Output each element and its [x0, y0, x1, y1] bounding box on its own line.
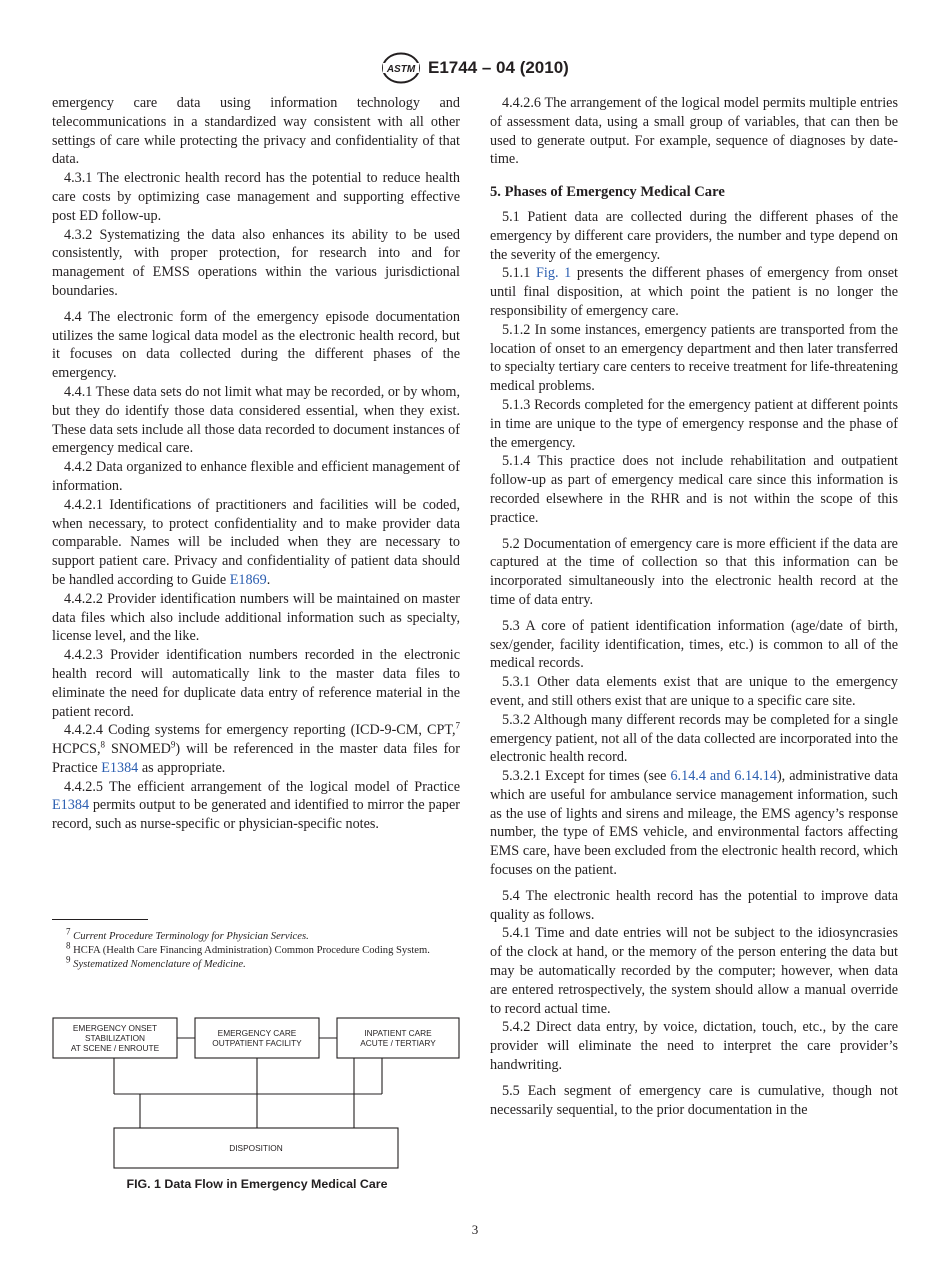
figure-1-diagram	[52, 1010, 462, 1200]
box-inpatient-line-1: INPATIENT CARE	[364, 1028, 432, 1038]
box-inpatient-label	[337, 1028, 459, 1048]
footnote-ref-7[interactable]: 7	[455, 720, 460, 731]
paragraph-4-4-2-5-b: permits output to be generated and identified to mirror the paper record, such as nurse-specific or physician-specific notes.	[52, 797, 460, 833]
document-id: E1744 – 04 (2010)	[428, 58, 569, 77]
link-e1869[interactable]: E1869	[229, 571, 267, 588]
paragraph-4-4-2-4-d: ) will be referenced in the master data files for Practice	[52, 741, 460, 776]
paragraph-5-3-2-1	[490, 767, 898, 880]
paragraph-4-4-2-6: 4.4.2.6 The arrangement of the logical model permits multiple entries of assessment data, using a small group of variables, that can then be used to generate output. For example, sequence of diagnoses by date-time.	[490, 95, 898, 168]
box-emergency-care-line-1: EMERGENCY CARE	[217, 1028, 297, 1038]
figure-1-caption: FIG. 1 Data Flow in Emergency Medical Care	[126, 1177, 388, 1191]
section-5-heading: 5. Phases of Emergency Medical Care	[490, 184, 725, 201]
paragraph-5-1-1	[490, 264, 898, 320]
left-column	[52, 94, 460, 834]
paragraph-4-3-1: 4.3.1 The electronic health record has the potential to reduce health care costs by optimizing case management and supporting effective post ED follow-up.	[52, 170, 460, 224]
footnote-7	[52, 926, 460, 944]
box-disposition-label: DISPOSITION	[229, 1143, 283, 1153]
paragraph-5-3-2-1-b: ), administrative data which are useful for ambulance service management information, such as the use of lights and sirens and mileage, the EMS agency’s response number, the type of EMS vehicle, and environmental factors affecting EMS care, have been excluded from the electronic health record, which focuses on the patient.	[490, 768, 898, 879]
link-e1384-a[interactable]: E1384	[101, 759, 139, 776]
paragraph-4-4-2-1-text: 4.4.2.1 Identifications of practitioners and facilities will be coded, when necessary, to protect confidentiality and to make provider data comparable. Names will be included when they are necessary to support patient care. Privacy and confidentiality of patient data should be handled according to Guide	[52, 496, 460, 588]
page-header	[0, 52, 950, 86]
box-onset-line-1: EMERGENCY ONSET	[72, 1023, 158, 1033]
paragraph-5-4: 5.4 The electronic health record has the potential to improve data quality as follows.	[490, 887, 898, 923]
paragraph-5-2: 5.2 Documentation of emergency care is more efficient if the data are captured at the time of collection so that this information can be incorporated simultaneously into the electronic health record at the time of data entry.	[490, 535, 898, 608]
footnote-7-num: 7	[66, 926, 71, 937]
footnote-9	[52, 954, 460, 972]
paragraph-4-4-2-3: 4.4.2.3 Provider identification numbers recorded in the electronic health record will automatically link to the master data files to eliminate the need for duplicate data entry of reference material in the patient record.	[52, 647, 460, 720]
paragraph-5-1-1-a: 5.1.1	[502, 265, 531, 282]
box-onset-line-2: STABILIZATION	[84, 1033, 146, 1043]
footnote-8-num: 8	[66, 940, 71, 951]
paragraph-5-3: 5.3 A core of patient identification information (age/date of birth, sex/gender, facility identification, times, etc.) is common to all of the medical records.	[490, 617, 898, 672]
paragraph-4-4-2-4-b: HCPCS,	[52, 741, 101, 758]
paragraph-4-4-2-5	[52, 778, 460, 834]
paragraph-4-4-2-4	[52, 721, 460, 777]
paragraph-5-5: 5.5 Each segment of emergency care is cumulative, though not necessarily sequential, to the prior documentation in the	[490, 1082, 898, 1118]
paragraph-4-4-2-1-end: .	[266, 571, 271, 588]
paragraph-4-3-cont: emergency care data using information technology and telecommunications in a standardized way consistent with all other settings of care while protecting the privacy and confidentiality of that data.	[52, 95, 460, 168]
paragraph-4-4-2-2: 4.4.2.2 Provider identification numbers will be maintained on master data files which also include additional information such as specialty, license level, and the like.	[52, 590, 460, 645]
box-onset-line-3: AT SCENE / ENROUTE	[70, 1043, 160, 1053]
paragraph-5-1-3: 5.1.3 Records completed for the emergency patient at different points in time are unique to the type of emergency response and the phase of the emergency.	[490, 396, 898, 451]
footnote-8-text: HCFA (Health Care Financing Administration) Common Procedure Coding System.	[73, 945, 430, 957]
paragraph-4-4-1: 4.4.1 These data sets do not limit what may be recorded, or by whom, but they do identify those data considered essential, when they exist. These data sets include all those data recorded to document instances of emergency medical care.	[52, 383, 460, 457]
box-emergency-care-label	[195, 1028, 319, 1048]
paragraph-5-3-2: 5.3.2 Although many different records may be completed for a single emergency patient, not all of the data collected are incorporated into the electronic health record.	[490, 711, 898, 766]
paragraph-5-1-1-b: presents the different phases of emergency from onset until final disposition, at which point the patient is no longer the responsibility of emergency care.	[490, 265, 898, 319]
paragraph-4-4-2-1	[52, 496, 460, 590]
footnote-8	[52, 940, 460, 958]
footnote-9-num: 9	[66, 954, 71, 965]
link-6-14-4[interactable]: 6.14.4 and 6.14.14	[670, 768, 777, 785]
paragraph-5-3-1: 5.3.1 Other data elements exist that are unique to the emergency event, and still others exist that are unique to a specific care site.	[490, 674, 898, 709]
box-inpatient-line-2: ACUTE / TERTIARY	[360, 1038, 436, 1048]
link-e1384-b[interactable]: E1384	[52, 797, 90, 814]
footnote-9-text: Systematized Nomenclature of Medicine.	[73, 959, 246, 971]
footnote-ref-8[interactable]: 8	[100, 739, 105, 750]
box-onset-label	[53, 1023, 177, 1053]
paragraph-5-4-2: 5.4.2 Direct data entry, by voice, dictation, touch, etc., by the care provider will eliminate the need to interpret the care provider’s handwriting.	[490, 1019, 898, 1074]
link-fig-1[interactable]: Fig. 1	[536, 265, 572, 282]
footnote-rule	[52, 919, 148, 920]
paragraph-4-4-2-4-e: as appropriate.	[138, 759, 226, 776]
logo-text: ASTM	[386, 64, 416, 75]
footnotes	[52, 926, 460, 973]
paragraph-5-1-2: 5.1.2 In some instances, emergency patients are transported from the location of onset to an emergency department and then later transferred to specialty tertiary care centers to receive treatment for life-threatening medical problems.	[490, 321, 898, 395]
paragraph-4-4-2-5-a: 4.4.2.5 The efficient arrangement of the logical model of Practice	[64, 778, 460, 795]
paragraph-5-3-2-1-a: 5.3.2.1 Except for times (see	[502, 768, 667, 785]
box-emergency-care-line-2: OUTPATIENT FACILITY	[212, 1038, 302, 1048]
footnote-ref-9[interactable]: 9	[170, 739, 176, 750]
astm-logo-icon	[381, 52, 421, 84]
paragraph-4-4: 4.4 The electronic form of the emergency episode documentation utilizes the same logical data model as the electronic health record, but it focuses on data collected during the different phases of the emergency.	[52, 308, 460, 382]
right-column	[490, 94, 898, 1119]
paragraph-4-4-2-4-a: 4.4.2.4 Coding systems for emergency reporting (ICD-9-CM, CPT,	[64, 722, 456, 739]
page-number: 3	[471, 1222, 479, 1237]
paragraph-5-1: 5.1 Patient data are collected during the different phases of the emergency by different care providers, the number and type depend on the severity of the emergency.	[490, 208, 898, 263]
paragraph-5-4-1: 5.4.1 Time and date entries will not be subject to the idiosyncrasies of the clock at hand, or the memory of the person entering the data but may be automatically recorded by the computer; however, when data are entered retrospectively, the system should allow a manual override to record actual time.	[490, 925, 898, 1017]
paragraph-4-4-2-4-c: SNOMED	[105, 741, 171, 758]
paragraph-5-1-4: 5.1.4 This practice does not include rehabilitation and outpatient follow-up as part of emergency medical care since this information is recorded elsewhere in the RHR and is not within the scope of this practice.	[490, 453, 898, 526]
paragraph-4-3-2: 4.3.2 Systematizing the data also enhances its ability to be used consistently, with proper protection, for research into and for management of EMSS operations within the various jurisdictional boundaries.	[52, 226, 460, 299]
paragraph-4-4-2: 4.4.2 Data organized to enhance flexible and efficient management of information.	[52, 459, 460, 494]
footnote-7-text: Current Procedure Terminology for Physician Services.	[73, 931, 309, 942]
